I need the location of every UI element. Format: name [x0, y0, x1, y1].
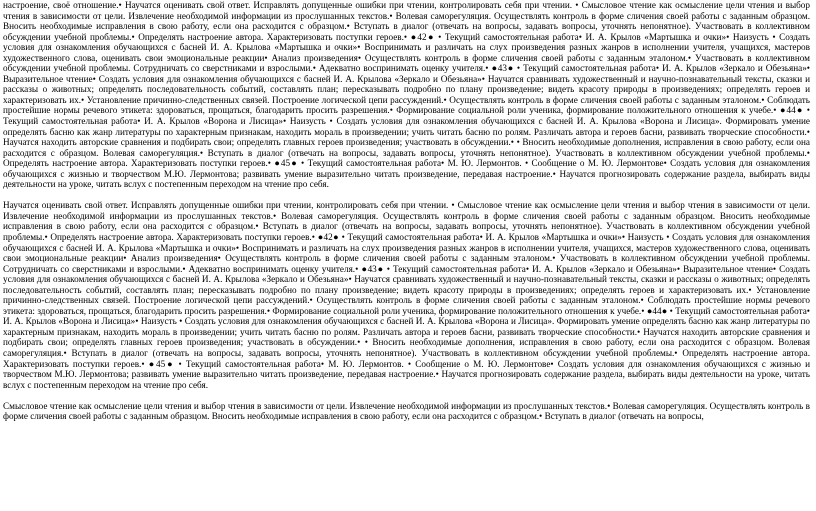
paragraph-3: Смысловое чтение как осмысление цели чтения и выбор чтения в зависимости от цели. Извлечение необходимой информации из прослушанных текстов.• Волевая саморегуляция. Осуществлять контроль в форме сличения своей работы с заданным образцом. Вносить необходимые исправления в свою работу, если она расходится с образцом.• Вступать в диалог (отвечать на вопросы,: [3, 400, 810, 422]
paragraph-2: Научатся оценивать свой ответ. Исправлять допущенные ошибки при чтении, контролировать себя при чтении. • Смысловое чтение как осмысление цели чтения и выбор чтения в зависимости от цели. Извлечение необходимой информации из прослушанных текстов.• Волевая саморегуляция. Осуществлять контроль в форме сличения своей работы с заданным образцом. Вносить необходимые исправления в свою работу, если она расходится с образцом.• Вступать в диалог (отвечать на вопросы, задавать вопросы, уточнять непонятное). Участвовать в коллективном обсуждении учебной проблемы.• Определять настроение автора. Характеризовать поступки героев.• ●42● • Текущий самостоятельная работа• И. А. Крылов «Мартышка и очки»• Наизусть • Создать условия для ознакомления обучающихся с басней И. А. Крылова «Мартышка и очки»• Воспринимать и различать на слух произведения разных жанров в исполнении учителя, учащихся, мастеров художественного слова, оценивать свои эмоциональные реакции• Анализ произведения• Осуществлять контроль в форме сличения своей работы с заданным эталоном.• Участвовать в коллективном обсуждении учебной проблемы. Сотрудничать со сверстниками и взрослыми.• Адекватно воспринимать оценку учителя.• ●43● • Текущий самостоятельная работа• И. А. Крылов «Зеркало и Обезьяна»• Выразительное чтение• Создать условия для ознакомления обучающихся с басней И. А. Крылова «Зеркало и Обезьяна»• Научатся сравнивать художественный и научно-познавательный тексты, сказки и рассказы о животных; определять последовательность событий, составлять план; пересказывать подробно по плану произведение; видеть красоту природы в произведениях; определять героев и характеризовать их.• Установление причинно-следственных связей. Построение логической цепи рассуждений.• Осуществлять контроль в форме сличения своей работы с заданным эталоном.• Соблюдать простейшие нормы речевого этикета: здороваться, прощаться, благодарить просить разрешения.• Формирование социальной роли ученика, формирование положительного отношения к учебе.• ●44● • Текущий самостоятельная работа• И. А. Крылов «Ворона и Лисица»• Наизусть • Создать условия для ознакомления обучающихся с басней И. А. Крылова «Ворона и Лисица». Формировать умение определять басню как жанр литературы по характерным признакам, находить мораль в произведении; учить читать басню по ролям. Различать автора и героев басни, развивать творческие способности.• Научатся находить авторские сравнения и подбирать свои; определять главных героев произведения; участвовать в обсуждении.• • Вносить необходимые дополнения, исправления в свою работу, если она расходится с образцом. Волевая саморегуляция.• Вступать в диалог (отвечать на вопросы, задавать вопросы, уточнять непонятное). Участвовать в коллективном обсуждении учебной проблемы.• Определять настроение автора. Характеризовать поступки героев.• ●45● • Текущий самостоятельная работа• М. Ю. Лермонтов. • Сообщение о М. Ю. Лермонтове• Создать условия для ознакомления обучающихся с жизнью и творчеством М.Ю. Лермонтова; развивать умение выразительно читать произведение, передавая настроение.• Научатся прогнозировать содержание раздела, выбирать виды деятельности на уроке, читать вслух с постепенным переходом на чтение про себя.: [3, 200, 810, 390]
paragraph-1: настроение, своё отношение.• Научатся оценивать свой ответ. Исправлять допущенные ошибки при чтении, контролировать себя при чтении. • Смысловое чтение как осмысление цели чтения и выбор чтения в зависимости от цели. Извлечение необходимой информации из прослушанных текстов.• Волевая саморегуляция. Осуществлять контроль в форме сличения своей работы с заданным образцом. Вносить необходимые исправления в свою работу, если она расходится с образцом.• Вступать в диалог (отвечать на вопросы, задавать вопросы, уточнять непонятное). Участвовать в коллективном обсуждении учебной проблемы.• Определять настроение автора. Характеризовать поступки героев.• ●42● • Текущий самостоятельная работа• И. А. Крылов «Мартышка и очки»• Наизусть • Создать условия для ознакомления обучающихся с басней И. А. Крылова «Мартышка и очки»• Воспринимать и различать на слух произведения разных жанров в исполнении учителя, учащихся, мастеров художественного слова, оценивать свои эмоциональные реакции• Анализ произведения• Осуществлять контроль в форме сличения своей работы с заданным эталоном.• Участвовать в коллективном обсуждении учебной проблемы. Сотрудничать со сверстниками и взрослыми.• Адекватно воспринимать оценку учителя.• ●43● • Текущий самостоятельная работа• И. А. Крылов «Зеркало и Обезьяна»• Выразительное чтение• Создать условия для ознакомления обучающихся с басней И. А. Крылова «Зеркало и Обезьяна»• Научатся сравнивать художественный и научно-познавательный тексты, сказки и рассказы о животных; определять последовательность событий, составлять план; пересказывать подробно по плану произведение; видеть красоту природы в произведениях; определять героев и характеризовать их.• Установление причинно-следственных связей. Построение логической цепи рассуждений.• Осуществлять контроль в форме сличения своей работы с заданным эталоном.• Соблюдать простейшие нормы речевого этикета: здороваться, прощаться, благодарить просить разрешения.• Формирование социальной роли ученика, формирование положительного отношения к учебе.• ●44● • Текущий самостоятельная работа• И. А. Крылов «Ворона и Лисица»• Наизусть • Создать условия для ознакомления обучающихся с басней И. А. Крылова «Ворона и Лисица». Формировать умение определять басню как жанр литературы по характерным признакам, находить мораль в произведении; учить читать басню по ролям. Различать автора и героев басни, развивать творческие способности.• Научатся находить авторские сравнения и подбирать свои; определять главных героев произведения; участвовать в обсуждении.• • Вносить необходимые дополнения, исправления в свою работу, если она расходится с образцом. Волевая саморегуляция.• Вступать в диалог (отвечать на вопросы, задавать вопросы, уточнять непонятное). Участвовать в коллективном обсуждении учебной проблемы.• Определять настроение автора. Характеризовать поступки героев.• ●45● • Текущий самостоятельная работа• М. Ю. Лермонтов. • Сообщение о М. Ю. Лермонтове• Создать условия для ознакомления обучающихся с жизнью и творчеством М.Ю. Лермонтова; развивать умение выразительно читать произведение, передавая настроение.• Научатся прогнозировать содержание раздела, выбирать виды деятельности на уроке, читать вслух с постепенным переходом на чтение про себя.: [3, 0, 810, 190]
